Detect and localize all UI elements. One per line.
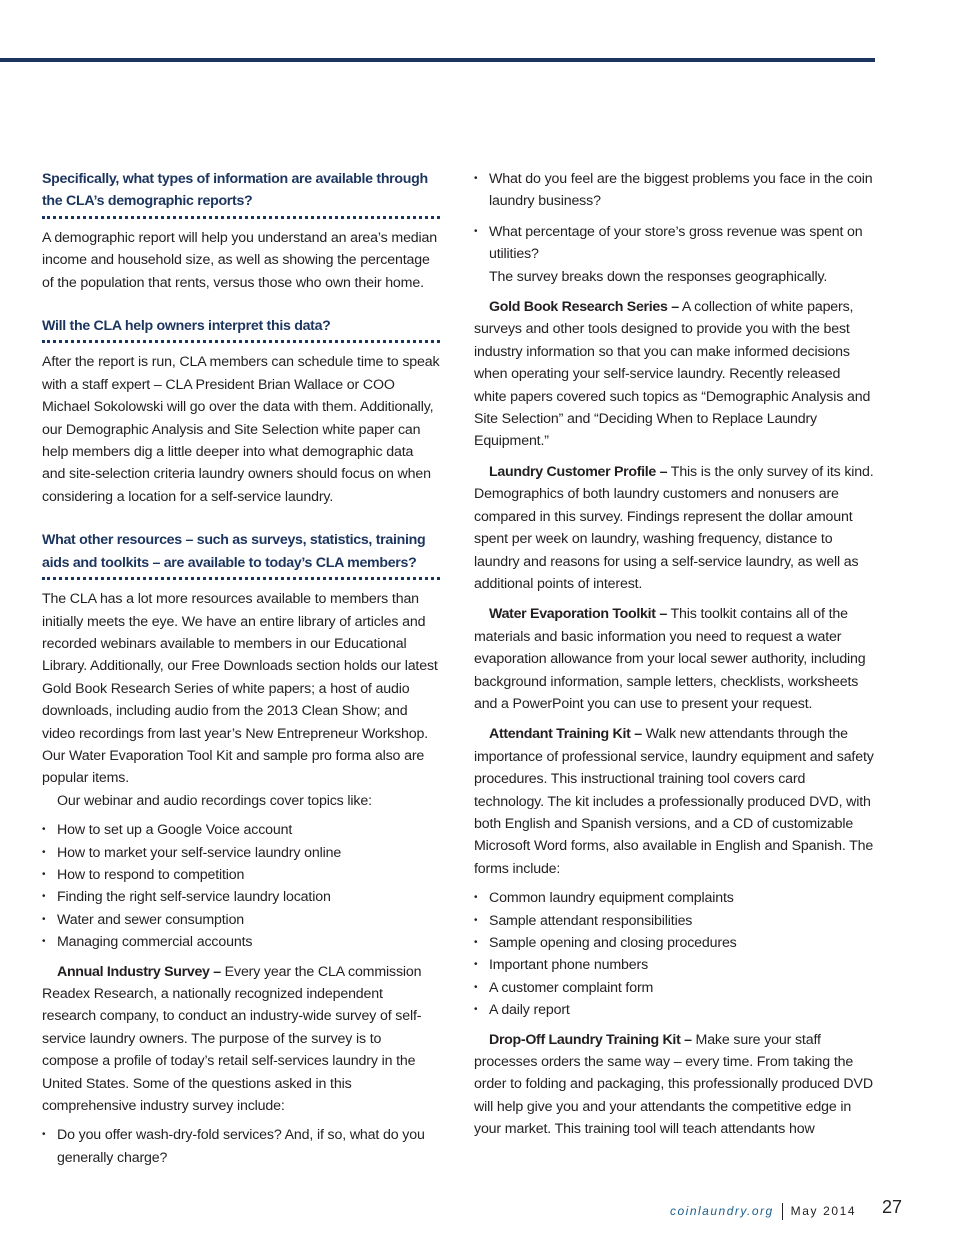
dropoff-kit-paragraph [474,1029,874,1141]
question-heading: What other resources – such as surveys, statistics, training aids and toolkits – are available to today’s CLA members? [42,529,440,580]
water-toolkit-paragraph [474,603,874,715]
list-item: • How to market your self-service laundry online [42,842,440,864]
list-item: • A customer complaint form [474,977,874,999]
answer-paragraph: After the report is run, CLA members can schedule time to speak with a staff expert – CLA President Brian Wallace or COO Michael Sokolowski will go over the data with them. Additionally, our Demographic Analysis and Site Selection white paper can help members dig a little deeper into what demographic data and site-selection criteria laundry owners should focus on when considering a location for a self-service laundry. [42,354,440,505]
list-item: • Do you offer wash-dry-fold services? And, if so, what do you generally charge? [42,1124,440,1169]
gold-book-paragraph [474,296,874,453]
survey-paragraph [42,961,440,1118]
list-item: • How to set up a Google Voice account [42,819,440,841]
list-item: • What percentage of your store’s gross revenue was spent on utilities? [474,221,874,266]
survey-note: The survey breaks down the responses geographically. [489,268,828,285]
list-item: • Important phone numbers [474,954,874,976]
forms-list [474,887,874,1021]
survey-text: Every year the CLA commission Readex Research, a nationally recognized independent research company, to conduct an industry-wide survey of self-service laundry owners. The purpose of the survey is to compose a profile of today’s retail self-services laundry in the United States. Some of the questions asked in this comprehensive industry survey include: [42,963,422,1115]
water-toolkit-lead: Water Evaporation Toolkit – [489,606,667,623]
answer-paragraph: The CLA has a lot more resources available to members than initially meets the eye. We have an entire library of articles and recorded webinars available to members in our Educational Library. Additionally, our Free Downloads section holds our latest Gold Book Research Series of white papers; a host of audio downloads, including audio from the 2013 Clean Show; and video recordings from last year’s New Entrepreneur Workshop. Our Water Evaporation Tool Kit and sample pro forma also are popular items. [42,591,438,787]
footer-divider [782,1203,783,1220]
customer-profile-lead: Laundry Customer Profile – [489,463,668,480]
list-item: • Sample attendant responsibilities [474,910,874,932]
answer-paragraph: A demographic report will help you understand an area’s median income and household size, as well as showing the percentage of the population that rents, versus those who own their home. [42,229,438,291]
topics-list [42,819,440,953]
topics-intro: Our webinar and audio recordings cover topics like: [57,792,372,809]
question-heading: Specifically, what types of information are available through the CLA’s demographic reports? [42,168,440,219]
attendant-kit-text: Walk new attendants through the importance of professional service, laundry equipment and safety procedures. This instructional training tool covers card technology. The kit includes a professionally produced DVD, with both English and Spanish versions, and a CD of customizable Microsoft Word forms, also available in English and Spanish. The forms include: [474,726,874,877]
customer-profile-paragraph [474,461,874,595]
survey-questions-list [42,1124,440,1169]
dropoff-kit-text: Make sure your staff processes orders the same way – every time. From taking the order to folding and packaging, this professionally produced DVD will help give you and your attendants the competitive edge in your market. This training tool will teach attendants how [474,1031,873,1138]
survey-lead: Annual Industry Survey – [57,963,221,980]
list-item: • What do you feel are the biggest problems you face in the coin laundry business? [474,168,874,213]
list-item: • Water and sewer consumption [42,909,440,931]
attendant-kit-lead: Attendant Training Kit – [489,726,642,743]
list-item: • A daily report [474,999,874,1021]
attendant-kit-paragraph [474,723,874,880]
list-item: • Sample opening and closing procedures [474,932,874,954]
gold-book-lead: Gold Book Research Series – [489,299,679,316]
dropoff-kit-lead: Drop-Off Laundry Training Kit – [489,1031,692,1048]
survey-questions-list [474,168,874,266]
left-column [42,168,440,1176]
customer-profile-text: This is the only survey of its kind. Demographics of both laundry customers and nonusers are compared in this survey. Findings represent the dollar amount spent per week on laundry, washing frequency, distance to laundry and reasons for using a self-service laundry, as well as additional points of interest. [474,463,874,592]
list-item: • Common laundry equipment complaints [474,887,874,909]
water-toolkit-text: This toolkit contains all of the materials and basic information you need to request a water evaporation allowance from your local sewer authority, including background information, sample letters, checklists, worksheets and a PowerPoint you can use to present your request. [474,606,866,712]
gold-book-text: A collection of white papers, surveys and other tools designed to provide you with the best industry information so that you can make informed decisions when operating your self-service laundry. Recently released white papers covered such topics as “Demographic Analysis and Site Selection” and “Deciding When to Replace Laundry Equipment.” [474,299,871,450]
page-footer [670,1198,905,1224]
page-number: 27 [882,1197,903,1217]
issue-date: May 2014 [790,1204,857,1218]
site-link[interactable]: coinlaundry.org [670,1204,774,1218]
right-column [474,168,874,1141]
question-heading: Will the CLA help owners interpret this data? [42,315,440,343]
list-item: • How to respond to competition [42,864,440,886]
list-item: • Managing commercial accounts [42,931,440,953]
list-item: • Finding the right self-service laundry location [42,886,440,908]
header-rule [0,58,875,62]
